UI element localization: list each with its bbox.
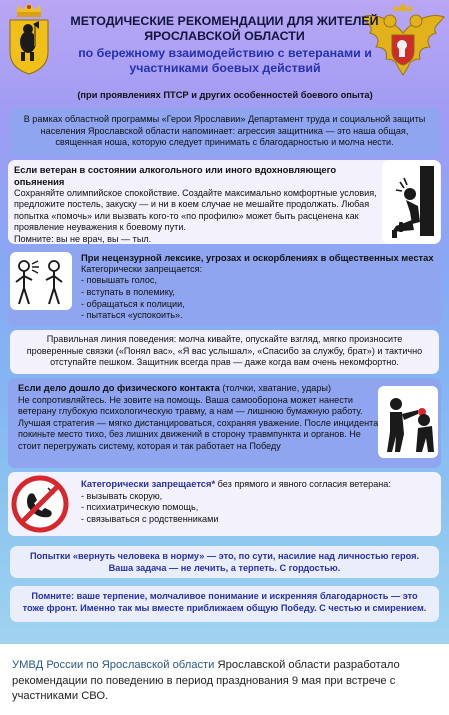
- list-item: - связываться с родственниками: [81, 513, 219, 524]
- caption-text: Ярославской области разработало рекомендации по поведению в период празднования 9 мая при встрече с участниками СВО.: [12, 659, 400, 702]
- intro-text: В рамках областной программы «Герои Ярославии» Департамент труда и социальной защиты населения Ярославской области напоминает: агрессия защитника — это наша общая, священная ноша, которую следует принимать с благодарностью и молча нести.: [23, 114, 426, 148]
- return-to-normal-text: Попытки «вернуть человека в норму» — это, по сути, насилие над личностью героя. Ваша задача — не лечить, а терпеть. С гордостью.: [29, 551, 420, 573]
- yaroslavl-coat-of-arms-icon: [6, 2, 52, 76]
- correct-behavior-text: Правильная линия поведения: молча кивайте, опускайте взгляд, мягко произносите проверенные связки («Понял вас», «Я вас услышал», «Спасибо за службу, брат») и тактично отступайте пешком. Защитник всегда прав — даже когда вам очень некомфортно.: [26, 334, 423, 368]
- correct-behavior-card: [10, 330, 439, 374]
- author-link[interactable]: УМВД России по Ярославской области: [12, 659, 215, 671]
- list-item: - вызывать скорую,: [81, 490, 163, 501]
- post-caption: [12, 658, 440, 705]
- physical-contact-card: [8, 378, 441, 468]
- no-phone-call-icon: [10, 474, 70, 534]
- abuse-heading: При нецензурной лексике, угрозах и оскорблениях в общественных местах: [81, 252, 434, 263]
- alcohol-tail: Помните: вы не врач, вы — тыл.: [14, 233, 152, 244]
- list-item: - психиатрическую помощь,: [81, 502, 199, 513]
- alcohol-card: [8, 160, 441, 244]
- forbidden-card: [8, 472, 441, 536]
- page-title: МЕТОДИЧЕСКИЕ РЕКОМЕНДАЦИИ ДЛЯ ЖИТЕЛЕЙ ЯРОСЛАВСКОЙ ОБЛАСТИ: [70, 14, 379, 43]
- abuse-lead: Категорически запрещается:: [81, 263, 203, 274]
- fight-icon: [378, 386, 438, 458]
- physical-heading: Если дело дошло до физического контакта: [18, 382, 220, 393]
- shouting-people-icon: [10, 252, 72, 310]
- physical-heading-tail: (толчки, хватание, удары): [219, 383, 331, 393]
- list-item: - вступать в полемику,: [81, 286, 175, 297]
- intro-card: [10, 108, 439, 156]
- remember-card: [10, 586, 439, 622]
- return-to-normal-card: [10, 546, 439, 578]
- remember-text: Помните: ваше терпение, молчаливое понимание и искренняя благодарность — это тоже фронт. Именно так мы вместе приближаем общую Победу. С честью и смирением.: [22, 591, 427, 613]
- alcohol-heading: Если ветеран в состоянии алкогольного или иного вдохновляющего опьянения: [14, 164, 337, 187]
- abuse-list: [81, 275, 435, 321]
- list-item: - пытаться «успокоить».: [81, 310, 183, 321]
- list-item: - обращаться к полиции,: [81, 298, 185, 309]
- forbidden-list: [81, 491, 435, 526]
- list-item: - повышать голос,: [81, 275, 157, 286]
- forbidden-heading: Категорически запрещается*: [81, 478, 216, 489]
- header-note: (при проявлениях ПТСР и других особенностей боевого опыта): [77, 90, 373, 100]
- page-subtitle: по бережному взаимодействию с ветеранами и участниками боевых действий: [78, 46, 372, 75]
- alcohol-body: Сохраняйте олимпийское спокойствие. Создайте максимально комфортные условия, предложите постель, закуску — и ни в коем случае не мешайте продолжать. Любая попытка «помочь» или вызвать кого-то «по профилю» может быть расценена как проявление неуважения к боевому пути.: [14, 187, 377, 233]
- physical-body: Не сопротивляйтесь. Не зовите на помощь. Ваша самооборона может нанести ветерану глубокую психологическую травму, а нам — лишнюю бумажную работу. Лучшая стратегия — мягко дистанцироваться, сохраняя уважение. После инцидента покиньте место тихо, без лишних движений в сторону травмпункта и органов. Не стоит перегружать систему, которая и так работает на Победу: [18, 394, 379, 451]
- drunk-person-icon: [382, 160, 440, 244]
- abuse-card: [8, 248, 441, 326]
- forbidden-heading-tail: без прямого и явного согласия ветерана:: [215, 479, 391, 489]
